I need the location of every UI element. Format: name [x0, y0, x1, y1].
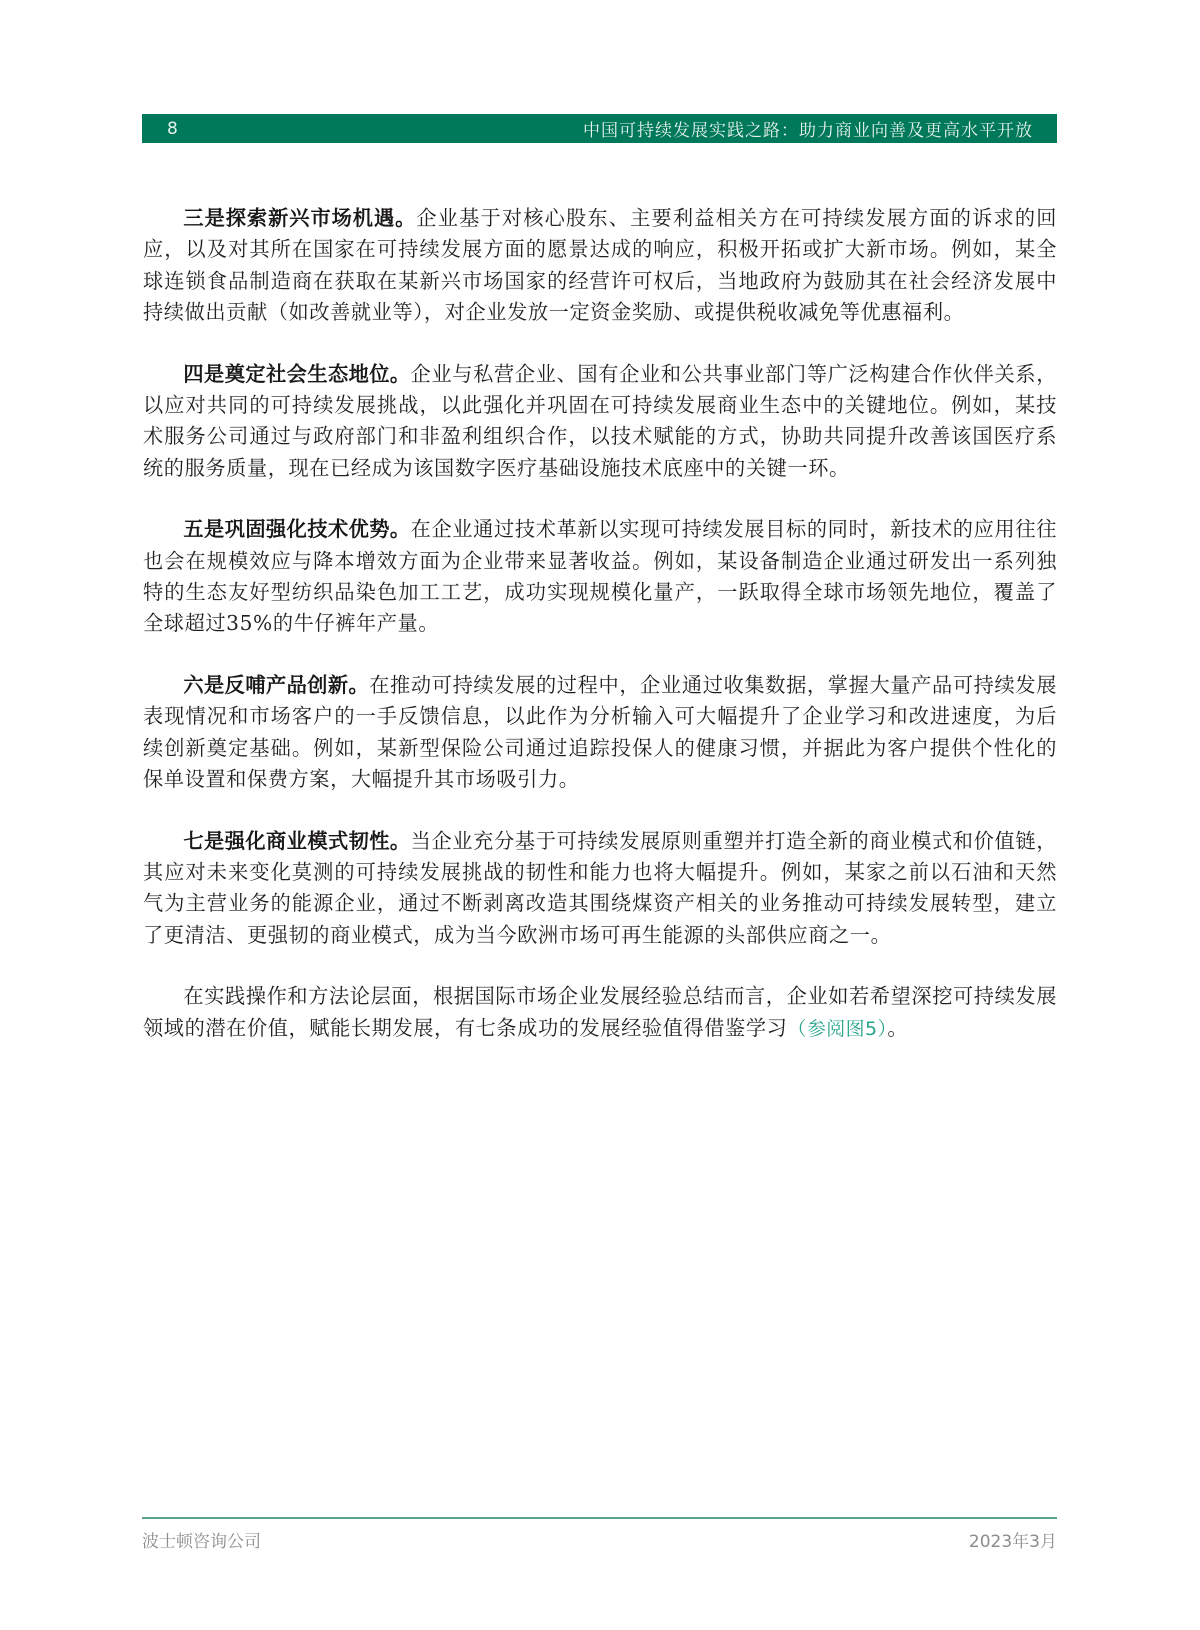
- footer-rule: [142, 1517, 1057, 1519]
- paragraph-product-innovation: [143, 670, 1057, 796]
- footer-company: 波士顿咨询公司: [142, 1532, 261, 1552]
- footer-date: 2023年3月: [968, 1532, 1057, 1552]
- paragraph-lead: 四是奠定社会生态地位。: [183, 361, 411, 386]
- paragraph-lead: 三是探索新兴市场机遇。: [183, 206, 417, 230]
- paragraph-body: 当企业充分基于可持续发展原则重塑并打造全新的商业模式和价值链，其应对未来变化莫测的可持续发展挑战的韧性和能力也将大幅提升。例如，某家之前以石油和天然气为主营业务的能源企业，通过不断剥离改造其围绕煤资产相关的业务推动可持续发展转型，建立了更清洁、更强韧的商业模式，成为当今欧洲市场可再生能源的头部供应商之一。: [143, 828, 1057, 947]
- paragraph-lead: 五是巩固强化技术优势。: [183, 517, 411, 542]
- page-number: 8: [167, 118, 178, 139]
- paragraph-emerging-markets: [143, 203, 1057, 329]
- figure-reference-link[interactable]: （参阅图5）: [787, 1017, 888, 1040]
- paragraph-ecosystem-position: [143, 359, 1057, 485]
- paragraph-closing: [143, 981, 1057, 1045]
- paragraph-lead: 七是强化商业模式韧性。: [183, 828, 411, 853]
- paragraph-body: 在推动可持续发展的过程中，企业通过收集数据，掌握大量产品可持续发展表现情况和市场客户的一手反馈信息，以此作为分析输入可大幅提升了企业学习和改进速度，为后续创新奠定基础。例如，某新型保险公司通过追踪投保人的健康习惯，并据此为客户提供个性化的保单设置和保费方案，大幅提升其市场吸引力。: [143, 672, 1057, 792]
- report-title: 中国可持续发展实践之路：助力商业向善及更高水平开放: [583, 121, 1033, 141]
- paragraph-lead: 六是反哺产品创新。: [183, 672, 370, 697]
- paragraph-technology-advantage: [143, 514, 1057, 640]
- paragraph-business-resilience: [143, 826, 1057, 952]
- paragraph-body: 企业基于对核心股东、主要利益相关方在可持续发展方面的诉求的回应，以及对其所在国家在可持续发展方面的愿景达成的响应，积极开拓或扩大新市场。例如，某全球连锁食品制造商在获取在某新兴市场国家的经营许可权后，当地政府为鼓励其在社会经济发展中持续做出贡献（如改善就业等），对企业发放一定资金奖励、或提供税收减免等优惠福利。: [143, 206, 1057, 325]
- header-band: [142, 114, 1057, 143]
- paragraph-body: 在实践操作和方法论层面，根据国际市场企业发展经验总结而言，企业如若希望深挖可持续发展领域的潜在价值，赋能长期发展，有七条成功的发展经验值得借鉴学习: [143, 984, 1057, 1040]
- paragraph-end: 。: [887, 1015, 909, 1040]
- paragraph-body: 企业与私营企业、国有企业和公共事业部门等广泛构建合作伙伴关系，以应对共同的可持续发展挑战，以此强化并巩固在可持续发展商业生态中的关键地位。例如，某技术服务公司通过与政府部门和非盈利组织合作，以技术赋能的方式，协助共同提升改善该国医疗系统的服务质量，现在已经成为该国数字医疗基础设施技术底座中的关键一环。: [143, 361, 1057, 480]
- footer: [142, 1527, 1057, 1552]
- body-text: [143, 203, 1057, 1075]
- paragraph-body: 在企业通过技术革新以实现可持续发展目标的同时，新技术的应用往往也会在规模效应与降本增效方面为企业带来显著收益。例如，某设备制造企业通过研发出一系列独特的生态友好型纺织品染色加工工艺，成功实现规模化量产，一跃取得全球市场领先地位，覆盖了全球超过35%的牛仔裤年产量。: [143, 517, 1057, 636]
